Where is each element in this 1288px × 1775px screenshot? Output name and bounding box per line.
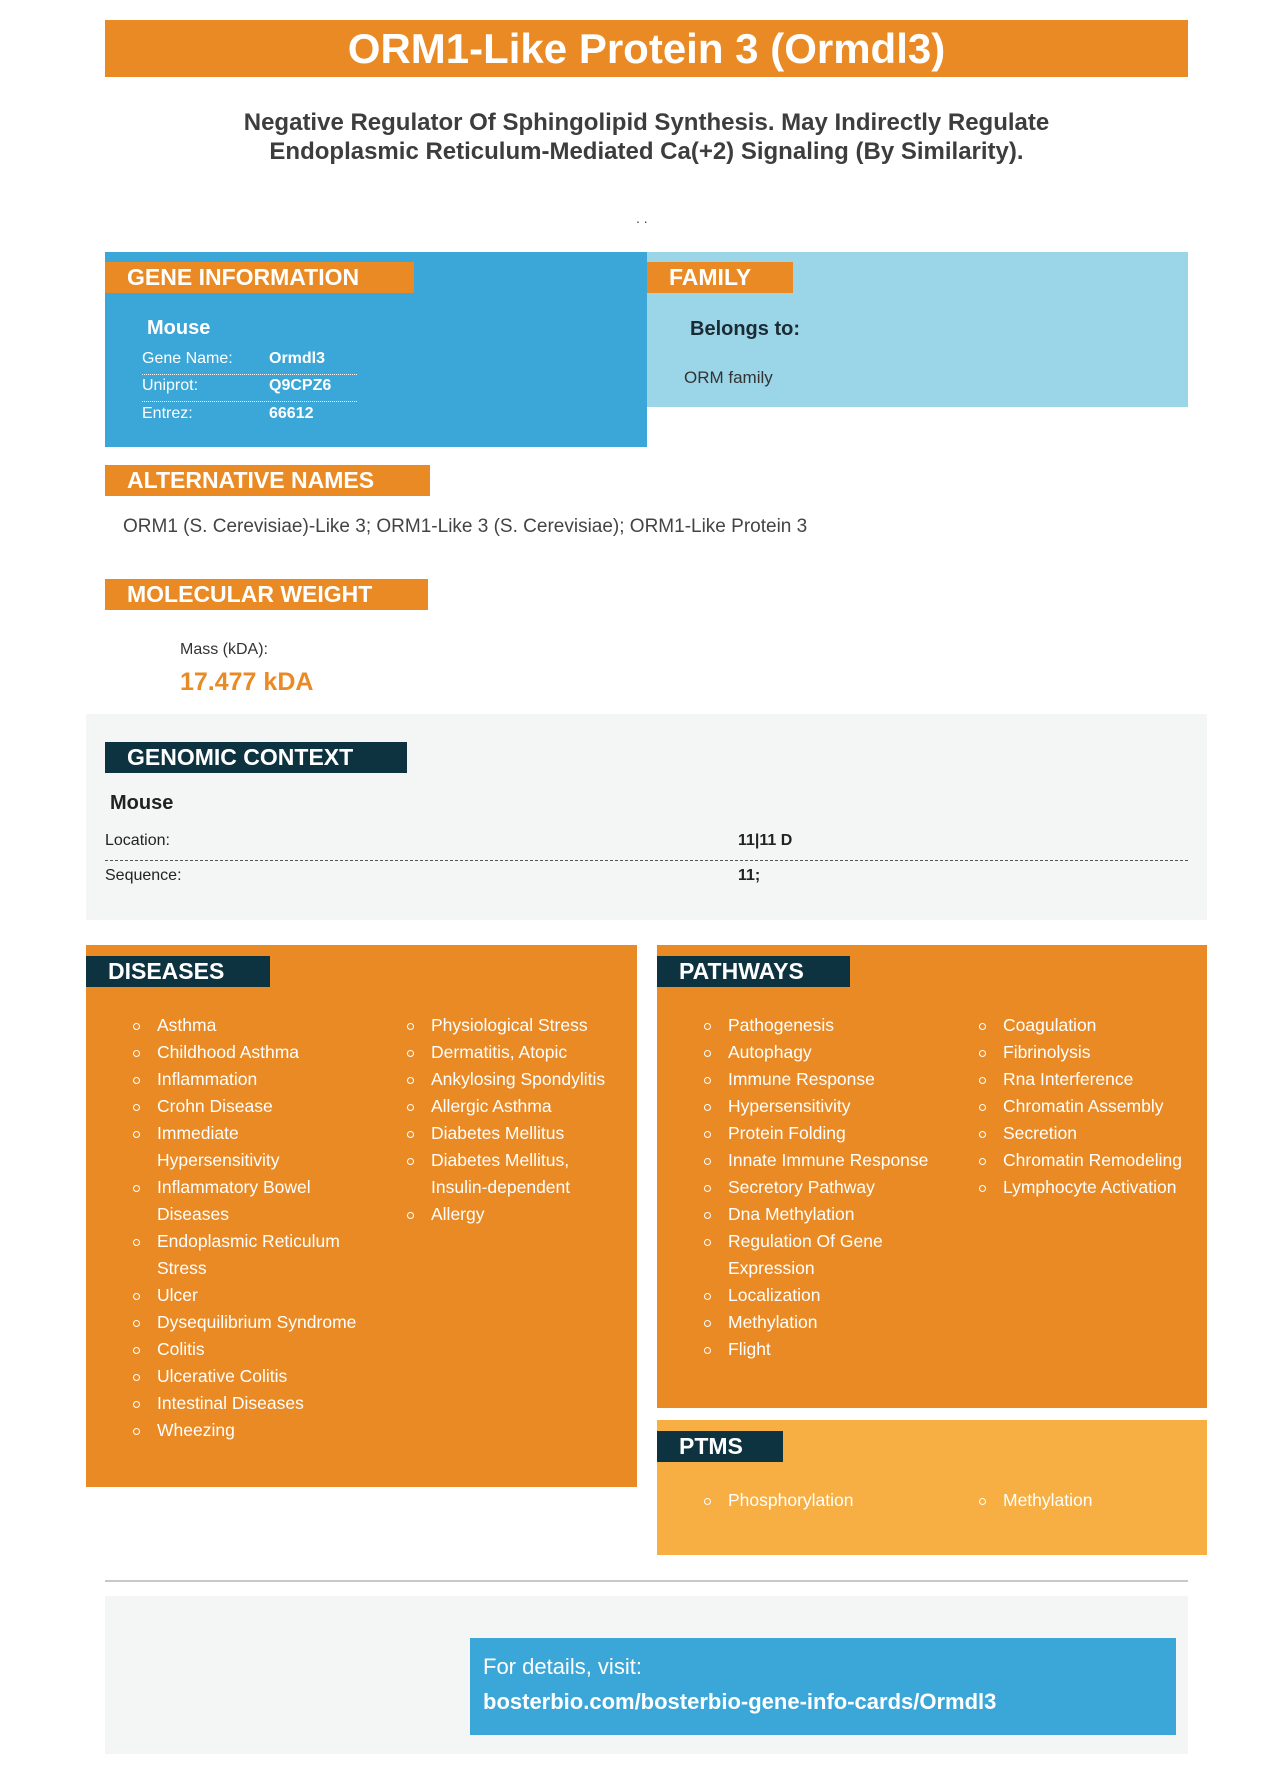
ptms-list-1 xyxy=(702,1487,932,1514)
location-label: Location: xyxy=(105,832,170,849)
footer-link-box[interactable] xyxy=(470,1638,1176,1735)
list-item: Allergy xyxy=(405,1201,620,1228)
list-item: Fibrinolysis xyxy=(977,1039,1202,1066)
pathways-list-2 xyxy=(977,1012,1202,1201)
ptms-heading: PTMS xyxy=(657,1431,783,1462)
list-item: Autophagy xyxy=(702,1039,932,1066)
list-item: Methylation xyxy=(702,1309,932,1336)
uniprot-link[interactable]: Q9CPZ6 xyxy=(269,377,332,394)
list-item: Inflammation xyxy=(131,1066,361,1093)
gene-organism: Mouse xyxy=(147,317,211,339)
entrez-row xyxy=(142,405,357,429)
list-item: Rna Interference xyxy=(977,1066,1202,1093)
list-item: Flight xyxy=(702,1336,932,1363)
page-subtitle xyxy=(160,108,1133,166)
alternative-names-text: ORM1 (S. Cerevisiae)-Like 3; ORM1-Like 3 (S. Cerevisiae); ORM1-Like Protein 3 xyxy=(123,516,808,537)
uniprot-label: Uniprot: xyxy=(142,377,199,394)
family-belongs-label: Belongs to: xyxy=(690,318,800,340)
entrez-value: 66612 xyxy=(269,405,314,422)
location-value: 11|11 D xyxy=(738,832,793,849)
footer-visit-label: For details, visit: xyxy=(483,1654,642,1679)
list-item: Physiological Stress xyxy=(405,1012,620,1039)
list-item: Ulcerative Colitis xyxy=(131,1363,361,1390)
pathways-list-1 xyxy=(702,1012,932,1363)
alternative-names-heading: ALTERNATIVE NAMES xyxy=(105,465,430,496)
mass-label: Mass (kDA): xyxy=(180,641,268,658)
list-item: Immune Response xyxy=(702,1066,932,1093)
list-item: Hypersensitivity xyxy=(702,1093,932,1120)
pathways-heading: PATHWAYS xyxy=(657,956,850,987)
list-item: Secretion xyxy=(977,1120,1202,1147)
list-item: Childhood Asthma xyxy=(131,1039,361,1066)
sequence-row xyxy=(105,867,1188,885)
family-heading: FAMILY xyxy=(647,262,793,293)
list-item: Ulcer xyxy=(131,1282,361,1309)
list-item: Dna Methylation xyxy=(702,1201,932,1228)
sequence-value: 11; xyxy=(738,867,761,884)
diseases-list-1 xyxy=(131,1012,361,1444)
dots-separator: . . xyxy=(636,210,648,226)
footer-link[interactable]: bosterbio.com/bosterbio-gene-info-cards/Ormdl3 xyxy=(483,1689,997,1714)
family-value: ORM family xyxy=(684,368,773,387)
list-item: Endoplasmic Reticulum Stress xyxy=(131,1228,361,1282)
list-item: Protein Folding xyxy=(702,1120,932,1147)
list-item: Diabetes Mellitus xyxy=(405,1120,620,1147)
gene-name-label: Gene Name: xyxy=(142,350,233,367)
list-item: Intestinal Diseases xyxy=(131,1390,361,1417)
list-item: Chromatin Remodeling xyxy=(977,1147,1202,1174)
list-item: Phosphorylation xyxy=(702,1487,932,1514)
list-item: Crohn Disease xyxy=(131,1093,361,1120)
diseases-list-2 xyxy=(405,1012,620,1228)
list-item: Lymphocyte Activation xyxy=(977,1174,1202,1201)
list-item: Wheezing xyxy=(131,1417,361,1444)
diseases-heading: DISEASES xyxy=(86,956,270,987)
list-item: Asthma xyxy=(131,1012,361,1039)
gene-information-heading: GENE INFORMATION xyxy=(105,262,414,293)
list-item: Inflammatory Bowel Diseases xyxy=(131,1174,361,1228)
list-item: Pathogenesis xyxy=(702,1012,932,1039)
list-item: Allergic Asthma xyxy=(405,1093,620,1120)
list-item: Ankylosing Spondylitis xyxy=(405,1066,620,1093)
list-item: Methylation xyxy=(977,1487,1197,1514)
molecular-weight-heading: MOLECULAR WEIGHT xyxy=(105,579,428,610)
location-row xyxy=(105,832,1188,861)
subtitle-line-2: Endoplasmic Reticulum-Mediated Ca(+2) Signaling (By Similarity). xyxy=(269,138,1024,165)
page-title: ORM1-Like Protein 3 (Ormdl3) xyxy=(105,20,1188,77)
subtitle-line-1: Negative Regulator Of Sphingolipid Synthesis. May Indirectly Regulate xyxy=(243,109,1050,136)
footer-divider xyxy=(105,1580,1188,1582)
list-item: Localization xyxy=(702,1282,932,1309)
list-item: Regulation Of Gene Expression xyxy=(702,1228,932,1282)
list-item: Diabetes Mellitus, Insulin-dependent xyxy=(405,1147,620,1201)
list-item: Dermatitis, Atopic xyxy=(405,1039,620,1066)
entrez-label: Entrez: xyxy=(142,405,193,422)
list-item: Immediate Hypersensitivity xyxy=(131,1120,361,1174)
sequence-label: Sequence: xyxy=(105,867,182,884)
list-item: Chromatin Assembly xyxy=(977,1093,1202,1120)
genomic-context-heading: GENOMIC CONTEXT xyxy=(105,742,407,773)
ptms-list-2 xyxy=(977,1487,1197,1514)
list-item: Dysequilibrium Syndrome xyxy=(131,1309,361,1336)
list-item: Secretory Pathway xyxy=(702,1174,932,1201)
mass-value: 17.477 kDA xyxy=(180,668,314,696)
gene-name-row xyxy=(142,350,357,375)
gene-name-value: Ormdl3 xyxy=(269,350,326,367)
list-item: Coagulation xyxy=(977,1012,1202,1039)
list-item: Innate Immune Response xyxy=(702,1147,932,1174)
genomic-organism: Mouse xyxy=(110,792,174,814)
uniprot-row[interactable] xyxy=(142,377,357,402)
list-item: Colitis xyxy=(131,1336,361,1363)
